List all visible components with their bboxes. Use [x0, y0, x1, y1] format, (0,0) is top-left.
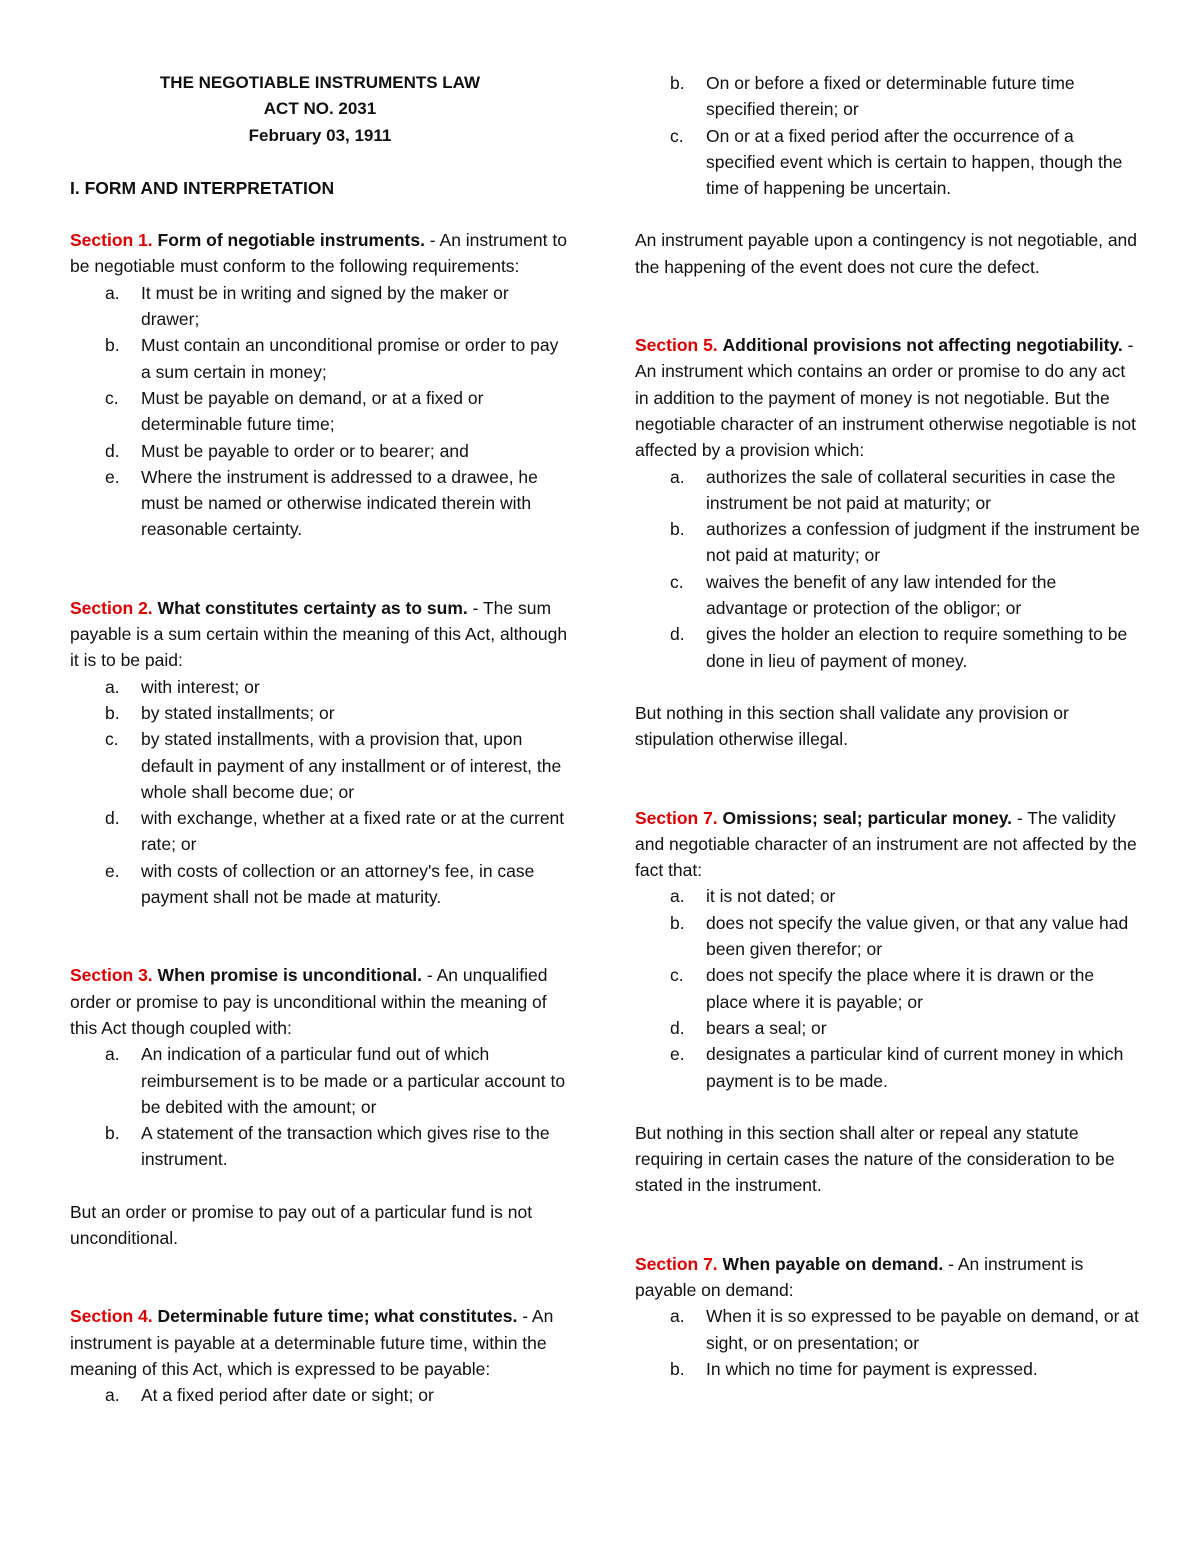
section-number: Section 7.	[635, 1253, 718, 1274]
list-item	[635, 962, 1140, 1015]
list-text: A statement of the transaction which gives rise to the instrument.	[141, 1123, 550, 1170]
requirements-list	[70, 280, 570, 543]
list-marker: a.	[670, 886, 685, 907]
section-number: Section 3.	[70, 965, 153, 986]
section-3-intro	[70, 962, 570, 1041]
sum-conditions-list	[70, 674, 570, 911]
list-item	[70, 805, 570, 858]
list-marker: c.	[105, 729, 119, 750]
list-text: bears a seal; or	[706, 1017, 827, 1038]
list-item	[70, 385, 570, 438]
section-number: Section 2.	[70, 597, 153, 618]
section-7-on-demand	[635, 1251, 1140, 1382]
document-title: THE NEGOTIABLE INSTRUMENTS LAW	[159, 73, 481, 92]
list-text: designates a particular kind of current money in which payment is to be made.	[706, 1044, 1124, 1091]
list-text: with exchange, whether at a fixed rate or at the current rate; or	[141, 808, 565, 855]
list-text: At a fixed period after date or sight; or	[141, 1385, 434, 1406]
list-item	[70, 464, 570, 543]
list-item	[70, 1120, 570, 1173]
part-heading: I. FORM AND INTERPRETATION	[70, 177, 335, 198]
list-item	[635, 569, 1140, 622]
section-1-intro	[70, 227, 570, 280]
list-text: does not specify the place where it is drawn or the place where it is payable; or	[706, 965, 1095, 1012]
list-item	[635, 70, 1140, 123]
list-text: authorizes the sale of collateral securities in case the instrument be not paid at maturity; or	[706, 466, 1116, 513]
list-item	[635, 1015, 1140, 1041]
list-marker: b.	[670, 1358, 685, 1379]
section-7-omissions-closing: But nothing in this section shall alter or repeal any statute requiring in certain cases the nature of the consideration to be stated in the instrument.	[635, 1122, 1115, 1196]
section-number: Section 7.	[635, 807, 718, 828]
list-marker: d.	[105, 808, 120, 829]
list-text: Must be payable on demand, or at a fixed or determinable future time;	[141, 387, 484, 435]
list-item	[70, 1382, 570, 1408]
section-body: - The validity and negotiable character of an instrument are not affected by the fact that:	[635, 807, 1137, 881]
section-5-intro	[635, 332, 1140, 463]
act-date: February 03, 1911	[248, 125, 392, 145]
list-item	[70, 858, 570, 911]
list-text: In which no time for payment is expressed.	[706, 1358, 1038, 1379]
list-marker: a.	[670, 466, 685, 487]
list-text: does not specify the value given, or that any value had been given therefor; or	[706, 912, 1129, 960]
section-title: When promise is unconditional.	[157, 965, 423, 986]
list-marker: b.	[105, 702, 120, 723]
list-item	[70, 674, 570, 700]
list-marker: c.	[105, 387, 119, 408]
list-item	[70, 1041, 570, 1120]
section-4-intro	[70, 1303, 570, 1382]
left-column	[70, 70, 570, 1408]
section-title: Omissions; seal; particular money.	[722, 807, 1013, 828]
list-marker: a.	[670, 1306, 685, 1327]
on-demand-list	[635, 1303, 1140, 1382]
list-text: Must contain an unconditional promise or order to pay a sum certain in money;	[141, 335, 559, 382]
list-marker: b.	[670, 912, 685, 933]
list-marker: b.	[670, 73, 685, 93]
section-number: Section 5.	[635, 335, 718, 356]
section-2	[70, 595, 570, 911]
list-marker: c.	[670, 125, 684, 146]
list-marker: b.	[670, 519, 685, 540]
list-marker: a.	[105, 676, 120, 697]
list-marker: c.	[670, 965, 684, 986]
list-text: gives the holder an election to require something to be done in lieu of payment of money.	[706, 624, 1128, 671]
list-text: waives the benefit of any law intended for the advantage or protection of the obligor; or	[706, 571, 1057, 619]
list-marker: e.	[105, 860, 120, 881]
section-title: Additional provisions not affecting negotiability.	[722, 335, 1123, 356]
section-5-closing: But nothing in this section shall validate any provision or stipulation otherwise illegal.	[635, 702, 1069, 750]
section-3	[70, 962, 570, 1251]
list-text: On or at a fixed period after the occurrence of a specified event which is certain to happen, though the time of happening be uncertain.	[706, 125, 1123, 199]
list-item	[635, 516, 1140, 569]
list-marker: a.	[105, 1044, 120, 1065]
section-2-intro	[70, 595, 570, 674]
section-title: Determinable future time; what constitutes.	[157, 1306, 518, 1327]
list-marker: c.	[670, 571, 684, 592]
list-marker: a.	[105, 1385, 120, 1406]
list-item	[635, 464, 1140, 517]
determinable-time-list	[70, 1382, 570, 1408]
list-marker: d.	[105, 440, 120, 461]
list-text: by stated installments, with a provision that, upon default in payment of any installment or of interest, the whole shall become due; or	[141, 729, 562, 802]
section-title: When payable on demand.	[722, 1253, 944, 1274]
list-text: by stated installments; or	[141, 702, 335, 723]
list-text: authorizes a confession of judgment if the instrument be not paid at maturity; or	[706, 519, 1140, 566]
list-item	[70, 280, 570, 333]
list-item	[635, 1356, 1140, 1382]
list-marker: a.	[105, 282, 120, 303]
section-4-continued	[635, 70, 1140, 280]
section-7-on-demand-intro	[635, 1251, 1140, 1304]
act-number: ACT NO. 2031	[263, 99, 377, 119]
list-text: An indication of a particular fund out of which reimbursement is to be made or a particular account to be debited with the amount; or	[141, 1044, 566, 1117]
list-item	[635, 910, 1140, 963]
list-item	[70, 332, 570, 385]
list-item	[635, 1041, 1140, 1094]
coupled-with-list	[70, 1041, 570, 1172]
list-text: with costs of collection or an attorney's fee, in case payment shall not be made at maturity.	[141, 860, 535, 908]
section-body: - An instrument is payable on demand:	[635, 1253, 1084, 1300]
section-7-omissions	[635, 805, 1140, 1199]
list-marker: e.	[670, 1044, 685, 1065]
section-body: - An instrument which contains an order or promise to do any act in addition to the payment of money is not negotiable. But the negotiable character of an instrument otherwise negotiable is not affected by a provision which:	[635, 335, 1136, 461]
section-title: What constitutes certainty as to sum.	[157, 597, 468, 618]
determinable-time-list-continued	[635, 70, 1140, 201]
section-title: Form of negotiable instruments.	[157, 230, 425, 251]
section-4-closing: An instrument payable upon a contingency is not negotiable, and the happening of the event does not cure the defect.	[635, 230, 1138, 277]
list-item	[635, 1303, 1140, 1356]
list-marker: d.	[670, 624, 685, 645]
right-column	[635, 70, 1140, 1382]
section-number: Section 1.	[70, 230, 153, 251]
section-body: - An unqualified order or promise to pay is unconditional within the meaning of this Act though coupled with:	[70, 965, 548, 1038]
section-1	[70, 227, 570, 543]
section-number: Section 4.	[70, 1306, 153, 1327]
list-text: On or before a fixed or determinable future time specified therein; or	[706, 73, 1075, 120]
list-item	[70, 700, 570, 726]
list-text: Where the instrument is addressed to a drawee, he must be named or otherwise indicated therein with reasonable certainty.	[141, 466, 538, 540]
section-7-omissions-intro	[635, 805, 1140, 884]
list-marker: e.	[105, 466, 120, 487]
omissions-list	[635, 883, 1140, 1093]
list-marker: b.	[105, 1123, 120, 1144]
list-marker: d.	[670, 1017, 685, 1038]
list-item	[635, 123, 1140, 202]
section-body: - An instrument to be negotiable must conform to the following requirements:	[70, 230, 567, 277]
list-text: it is not dated; or	[706, 886, 836, 907]
list-item	[635, 883, 1140, 909]
section-body: - An instrument is payable at a determinable future time, within the meaning of this Act, which is expressed to be payable:	[70, 1306, 554, 1379]
provisions-list	[635, 464, 1140, 674]
section-3-closing: But an order or promise to pay out of a particular fund is not unconditional.	[70, 1201, 533, 1248]
list-text: with interest; or	[141, 676, 260, 697]
list-text: Must be payable to order or to bearer; and	[141, 440, 469, 461]
list-marker: b.	[105, 335, 120, 356]
list-text: When it is so expressed to be payable on demand, or at sight, or on presentation; or	[706, 1306, 1139, 1353]
list-item	[70, 438, 570, 464]
section-body: - The sum payable is a sum certain within the meaning of this Act, although it is to be paid:	[70, 597, 568, 671]
list-item	[70, 726, 570, 805]
section-5	[635, 332, 1140, 752]
section-4	[70, 1303, 570, 1408]
list-item	[635, 621, 1140, 674]
list-text: It must be in writing and signed by the maker or drawer;	[141, 282, 509, 330]
